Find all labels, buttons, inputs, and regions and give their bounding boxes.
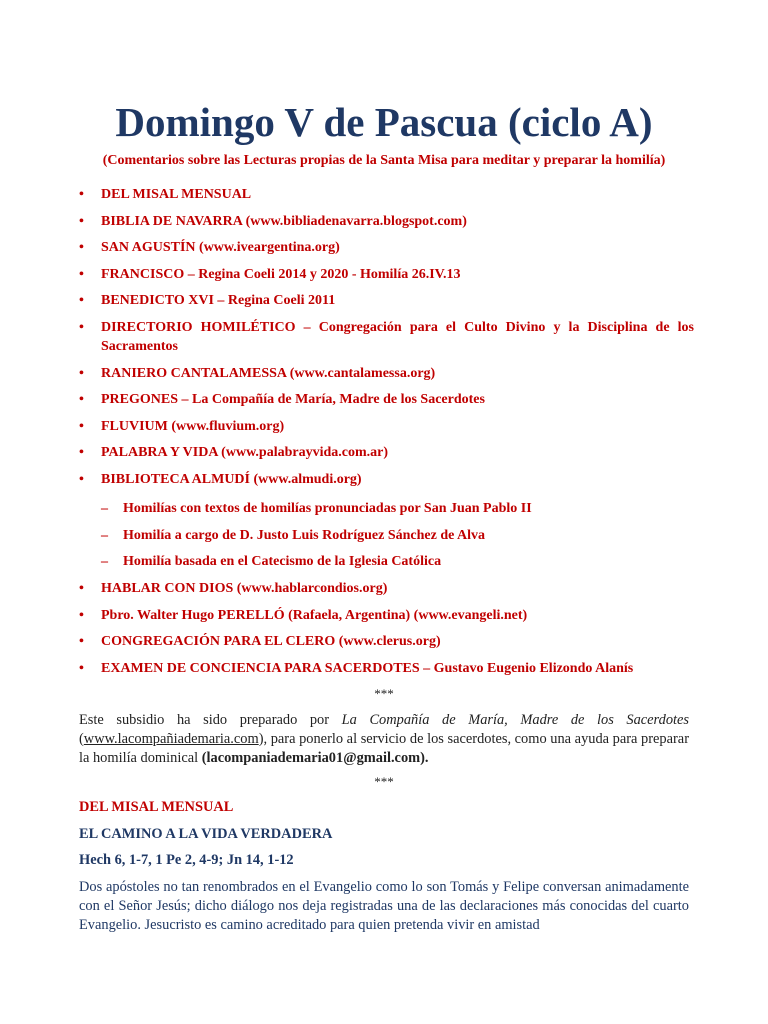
list-item: • DIRECTORIO HOMILÉTICO – Congregación para el Culto Divino y la Disciplina de los Sacramentos xyxy=(79,319,694,354)
list-item: • RANIERO CANTALAMESSA (www.cantalamessa.org) xyxy=(79,365,436,381)
bullet-icon: • xyxy=(79,607,84,623)
contact-email: (lacompaniademaria01@gmail.com). xyxy=(201,750,429,766)
sub-list-item: – Homilía a cargo de D. Justo Luis Rodríguez Sánchez de Alva xyxy=(101,527,486,543)
section-title: EL CAMINO A LA VIDA VERDADERA xyxy=(79,826,333,842)
section-source-heading: DEL MISAL MENSUAL xyxy=(79,799,234,815)
list-item: • BIBLIA DE NAVARRA (www.bibliadenavarra.blogspot.com) xyxy=(79,213,467,229)
almudi-sublist xyxy=(79,499,694,579)
page-title: Domingo V de Pascua (ciclo A) xyxy=(115,99,653,145)
bullet-icon: • xyxy=(79,660,84,676)
bullet-icon: • xyxy=(79,240,84,256)
page-subtitle: (Comentarios sobre las Lecturas propias de la Santa Misa para meditar y preparar la homilía) xyxy=(102,153,666,168)
list-item: • Pbro. Walter Hugo PERELLÓ (Rafaela, Argentina) (www.evangeli.net) xyxy=(79,607,528,623)
sub-list-item: – Homilías con textos de homilías pronunciadas por San Juan Pablo II xyxy=(101,501,532,516)
website-link[interactable]: www.lacompañiademaria.com xyxy=(83,731,259,747)
bullet-icon: • xyxy=(79,634,84,650)
dash-icon: – xyxy=(101,554,108,570)
dash-icon: – xyxy=(101,501,108,516)
list-item: • CONGREGACIÓN PARA EL CLERO (www.clerus.org) xyxy=(79,634,441,650)
bullet-icon: • xyxy=(79,187,84,202)
list-item: • PALABRA Y VIDA (www.palabrayvida.com.ar) xyxy=(79,445,389,461)
org-name: La Compañía de María, Madre de los Sacerdotes xyxy=(341,712,690,728)
list-item: • FLUVIUM (www.fluvium.org) xyxy=(79,418,285,434)
section-separator: *** xyxy=(374,774,394,789)
section-separator: *** xyxy=(374,686,394,701)
bullet-icon: • xyxy=(79,319,84,335)
body-paragraph: Dos apóstoles no tan renombrados en el Evangelio como lo son Tomás y Felipe conversan animadamente con el Señor Jesús; dicho diálogo nos deja registradas una de las declaraciones más conocidas del cuarto Evangelio. Jesucristo es camino acreditado para quien pretenda vivir en amistad xyxy=(79,879,689,933)
list-item: • FRANCISCO – Regina Coeli 2014 y 2020 - Homilía 26.IV.13 xyxy=(79,266,461,282)
bullet-icon: • xyxy=(79,581,84,596)
sources-list-continued xyxy=(79,579,694,685)
bullet-icon: • xyxy=(79,445,84,461)
intro-paragraph: Este subsidio ha sido preparado por La Compañía de María, Madre de los Sacerdotes (www.lacompañiademaria.com), para ponerlo al servicio de los sacerdotes, como una ayuda para preparar la homilía dominical (lacompaniademaria01@gmail.com). xyxy=(79,712,690,766)
list-item: • BENEDICTO XVI – Regina Coeli 2011 xyxy=(79,293,336,309)
list-item: • HABLAR CON DIOS (www.hablarcondios.org) xyxy=(79,581,388,596)
bullet-icon: • xyxy=(79,293,84,309)
dash-icon: – xyxy=(101,527,108,543)
bullet-icon: • xyxy=(79,471,84,487)
list-item: • PREGONES – La Compañía de María, Madre de los Sacerdotes xyxy=(79,392,485,408)
list-item: • BIBLIOTECA ALMUDÍ (www.almudi.org) xyxy=(79,471,362,487)
bullet-icon: • xyxy=(79,266,84,282)
bullet-icon: • xyxy=(79,365,84,381)
list-item: • DEL MISAL MENSUAL xyxy=(79,187,252,202)
bullet-icon: • xyxy=(79,392,84,408)
sub-list-item: – Homilía basada en el Catecismo de la Iglesia Católica xyxy=(101,554,442,570)
list-item: • SAN AGUSTÍN (www.iveargentina.org) xyxy=(79,240,340,256)
sources-list xyxy=(79,185,694,497)
bullet-icon: • xyxy=(79,418,84,434)
readings-reference: Hech 6, 1-7, 1 Pe 2, 4-9; Jn 14, 1-12 xyxy=(79,852,294,868)
bullet-icon: • xyxy=(79,213,84,229)
list-item: • EXAMEN DE CONCIENCIA PARA SACERDOTES – Gustavo Eugenio Elizondo Alanís xyxy=(79,660,634,676)
